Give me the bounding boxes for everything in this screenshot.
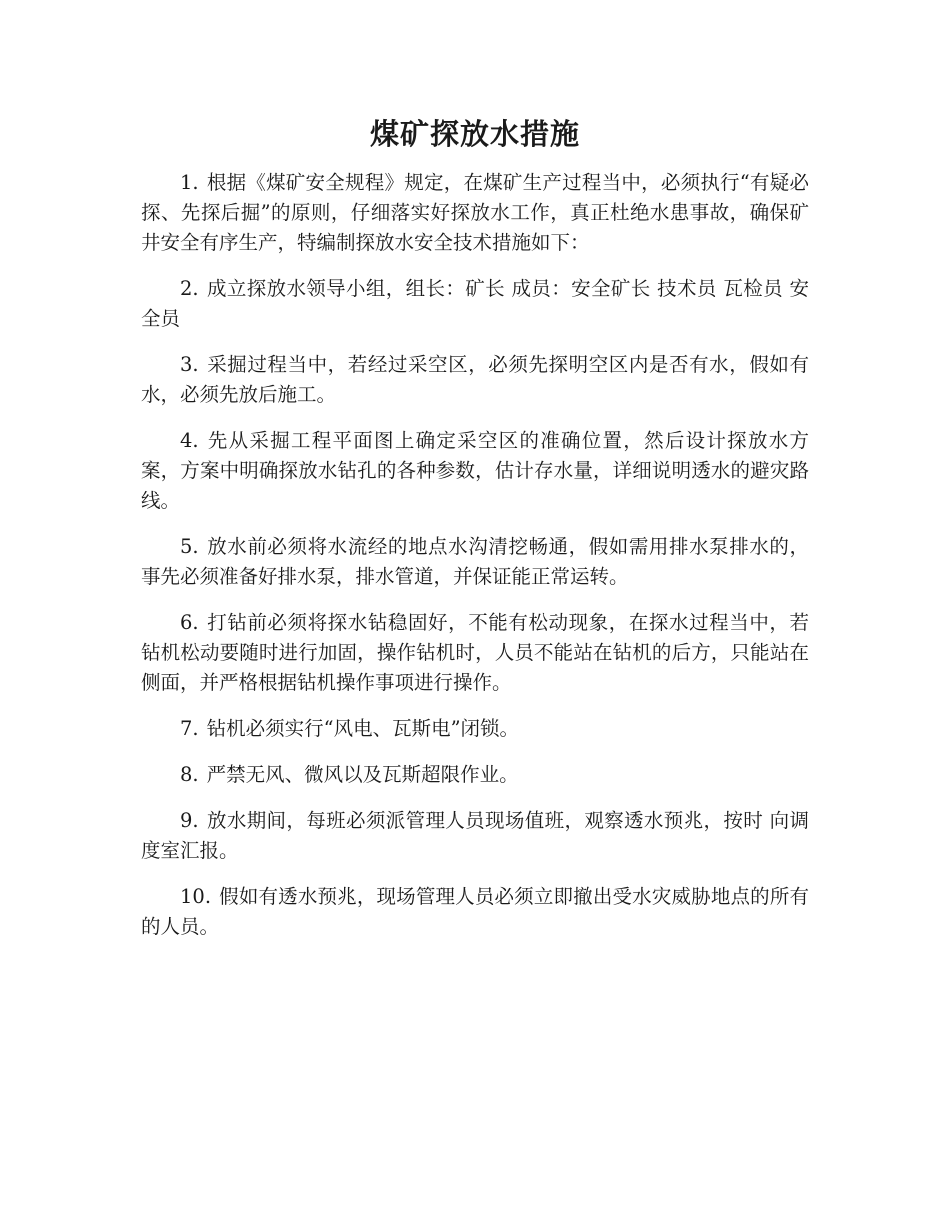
paragraph-number: 6. bbox=[180, 611, 199, 634]
paragraph-3 bbox=[141, 350, 809, 410]
paragraph-text: 假如有透水预兆，现场管理人员必须立即撤出受水灾威胁地点的所有的人员。 bbox=[141, 885, 809, 938]
paragraph-number: 2. bbox=[180, 277, 199, 300]
paragraph-number: 1. bbox=[180, 171, 199, 194]
paragraph-4 bbox=[141, 426, 809, 516]
paragraph-number: 4. bbox=[180, 429, 199, 452]
paragraph-text: 放水前必须将水流经的地点水沟清挖畅通，假如需用排水泵排水的，事先必须准备好排水泵，排水管道，并保证能正常运转。 bbox=[141, 535, 809, 588]
paragraph-text: 采掘过程当中，若经过采空区，必须先探明空区内是否有水，假如有水，必须先放后施工。 bbox=[141, 353, 809, 406]
document-body bbox=[141, 168, 809, 958]
paragraph-text: 成立探放水领导小组，组长：矿长 成员：安全矿长 技术员 瓦检员 安全员 bbox=[141, 277, 809, 330]
paragraph-10 bbox=[141, 882, 809, 942]
paragraph-text: 严禁无风、微风以及瓦斯超限作业。 bbox=[206, 763, 519, 786]
paragraph-5 bbox=[141, 532, 809, 592]
paragraph-number: 5. bbox=[180, 535, 199, 558]
paragraph-6 bbox=[141, 608, 809, 698]
paragraph-text: 钻机必须实行“风电、瓦斯电”闭锁。 bbox=[206, 717, 520, 740]
paragraph-7 bbox=[141, 714, 809, 744]
paragraph-1 bbox=[141, 168, 809, 258]
paragraph-number: 3. bbox=[180, 353, 199, 376]
paragraph-number: 10. bbox=[180, 885, 212, 908]
paragraph-text: 打钻前必须将探水钻稳固好，不能有松动现象，在探水过程当中，若钻机松动要随时进行加固，操作钻机时，人员不能站在钻机的后方，只能站在侧面，并严格根据钻机操作事项进行操作。 bbox=[141, 611, 809, 694]
paragraph-text: 根据《煤矿安全规程》规定，在煤矿生产过程当中，必须执行“有疑必探、先探后掘”的原则，仔细落实好探放水工作，真正杜绝水患事故，确保矿井安全有序生产，特编制探放水安全技术措施如下： bbox=[141, 171, 809, 254]
document-title: 煤矿探放水措施 bbox=[369, 117, 580, 151]
paragraph-number: 9. bbox=[180, 809, 199, 832]
paragraph-text: 先从采掘工程平面图上确定采空区的准确位置，然后设计探放水方案，方案中明确探放水钻孔的各种参数，估计存水量，详细说明透水的避灾路线。 bbox=[141, 429, 809, 512]
paragraph-2 bbox=[141, 274, 809, 334]
paragraph-9 bbox=[141, 806, 809, 866]
paragraph-number: 8. bbox=[180, 763, 199, 786]
paragraph-8 bbox=[141, 760, 809, 790]
paragraph-number: 7. bbox=[180, 717, 199, 740]
paragraph-text: 放水期间，每班必须派管理人员现场值班，观察透水预兆，按时 向调度室汇报。 bbox=[141, 809, 809, 862]
